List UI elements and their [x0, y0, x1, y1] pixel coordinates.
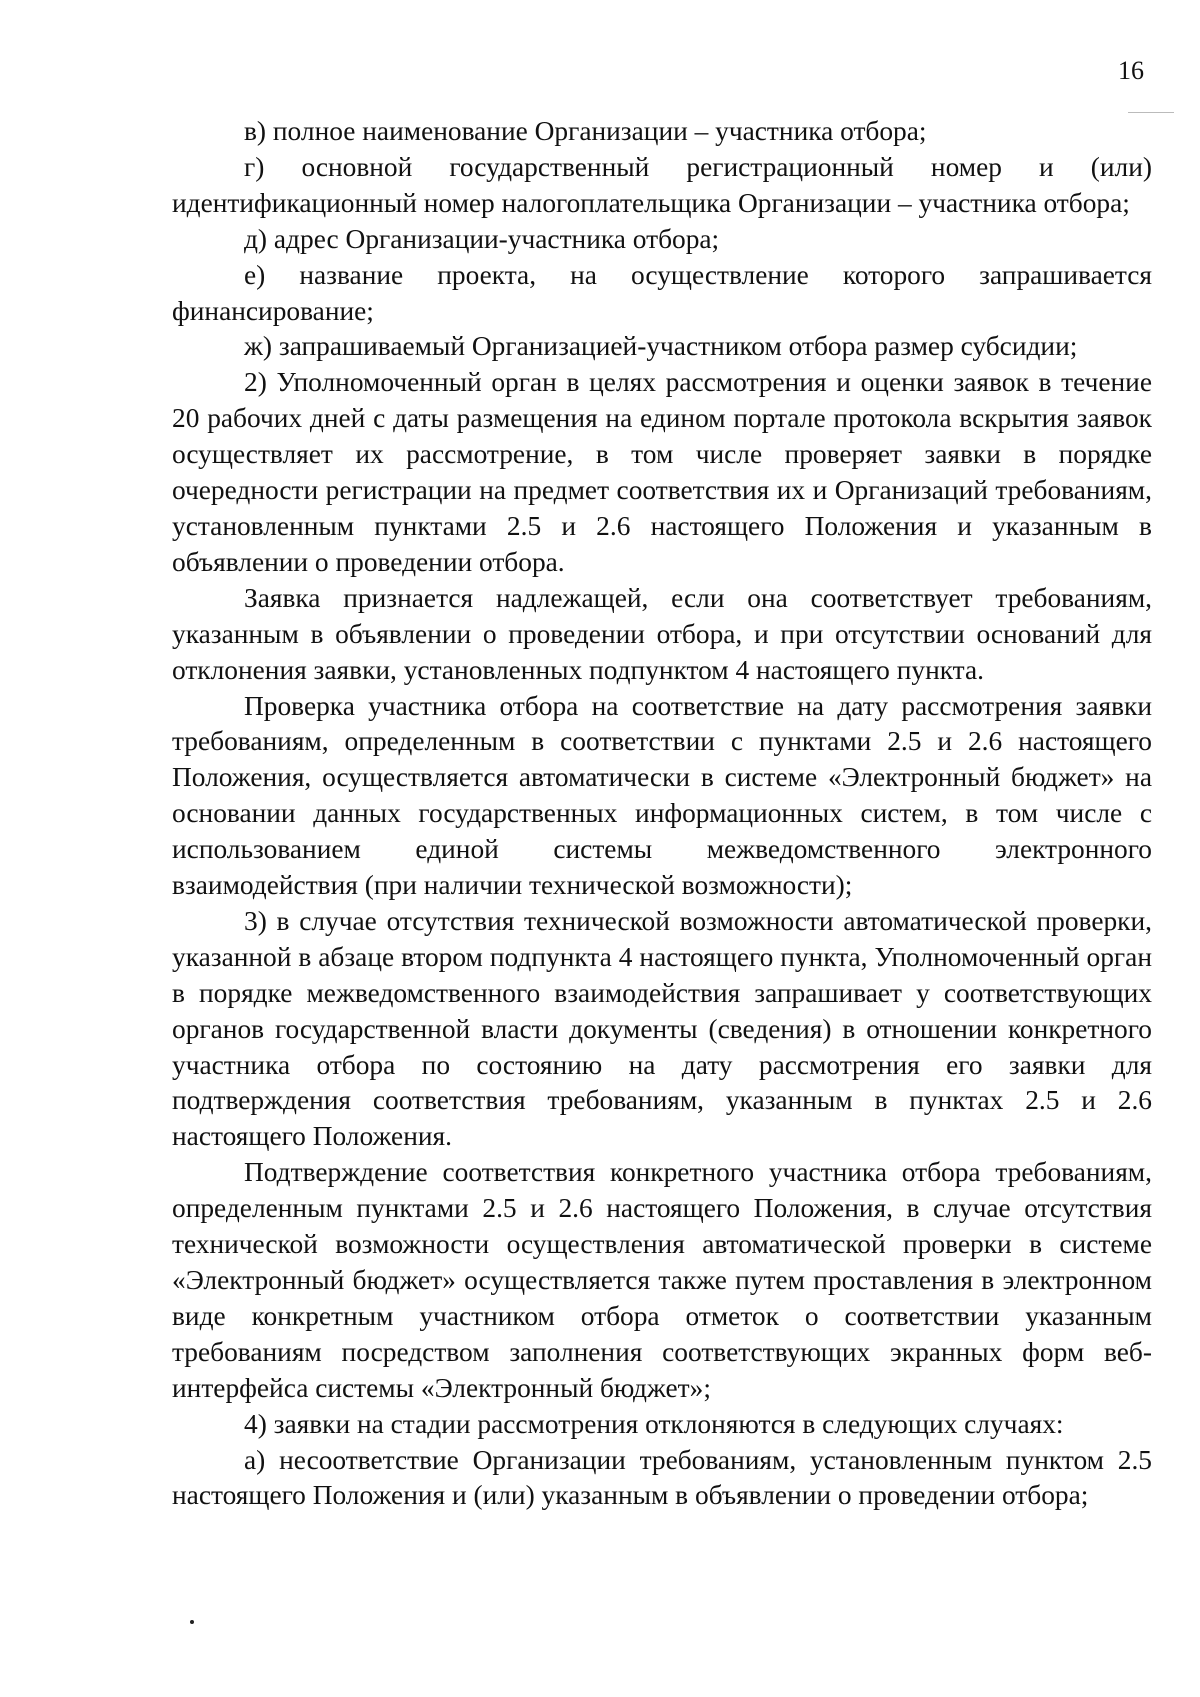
paragraph-subclause-4: 4) заявки на стадии рассмотрения отклоняются в следующих случаях: [244, 1408, 1064, 1439]
paragraph-item-v: в) полное наименование Организации – участника отбора; [244, 116, 927, 146]
scan-mark [1128, 112, 1174, 113]
paragraph-item-e: е) название проекта, на осуществление которого запрашивается финансирование; [172, 259, 1152, 326]
scan-speck [190, 1620, 194, 1624]
paragraph-subclause-2: 2) Уполномоченный орган в целях рассмотрения и оценки заявок в течение 20 рабочих дней с даты размещения на едином портале протокола вскрытия заявок осуществляет их рассмотрение, в том числе проверяет заявки в порядке очередности регистрации на предмет соответствия их и Организаций требованиям, установленным пунктами 2.5 и 2.6 настоящего Положения и указанным в объявлении о проведении отбора. [172, 367, 1152, 577]
paragraph-application-proper: Заявка признается надлежащей, если она соответствует требованиям, указанным в объявлении о проведении отбора, и при отсутствии оснований для отклонения заявки, установленных подпунктом 4 настоящего пункта. [172, 582, 1152, 685]
page-number: 16 [1118, 56, 1144, 85]
document-body [172, 114, 1152, 1514]
paragraph-compliance-confirmation: Подтверждение соответствия конкретного участника отбора требованиям, определенным пунктами 2.5 и 2.6 настоящего Положения, в случае отсутствия технической возможности осуществления автоматической проверки в системе «Электронный бюджет» осуществляется также путем проставления в электронном виде конкретным участником отбора отметок о соответствии указанным требованиям посредством заполнения соответствующих экранных форм веб-интерфейса системы «Электронный бюджет»; [172, 1157, 1152, 1403]
paragraph-item-zh: ж) запрашиваемый Организацией-участником отбора размер субсидии; [244, 331, 1078, 362]
paragraph-subclause-3: 3) в случае отсутствия технической возможности автоматической проверки, указанной в абзаце втором подпункта 4 настоящего пункта, Уполномоченный орган в порядке межведомственного взаимодействия запрашивает у соответствующих органов государственной власти документы (сведения) в отношении конкретного участника отбора по состоянию на дату рассмотрения его заявки для подтверждения соответствия требованиям, указанным в пунктах 2.5 и 2.6 настоящего Положения. [172, 905, 1152, 1152]
paragraph-item-a: а) несоответствие Организации требованиям, установленным пунктом 2.5 настоящего Положения и (или) указанным в объявлении о проведении отбора; [172, 1444, 1152, 1511]
paragraph-item-d: д) адрес Организации-участника отбора; [244, 223, 720, 254]
paragraph-item-g: г) основной государственный регистрационный номер и (или) идентификационный номер налогоплательщика Организации – участника отбора; [172, 151, 1152, 218]
paragraph-participant-check: Проверка участника отбора на соответствие на дату рассмотрения заявки требованиям, определенным в соответствии с пунктами 2.5 и 2.6 настоящего Положения, осуществляется автоматически в системе «Электронный бюджет» на основании данных государственных информационных систем, в том числе с использованием единой системы межведомственного электронного взаимодействия (при наличии технической возможности); [172, 690, 1152, 901]
